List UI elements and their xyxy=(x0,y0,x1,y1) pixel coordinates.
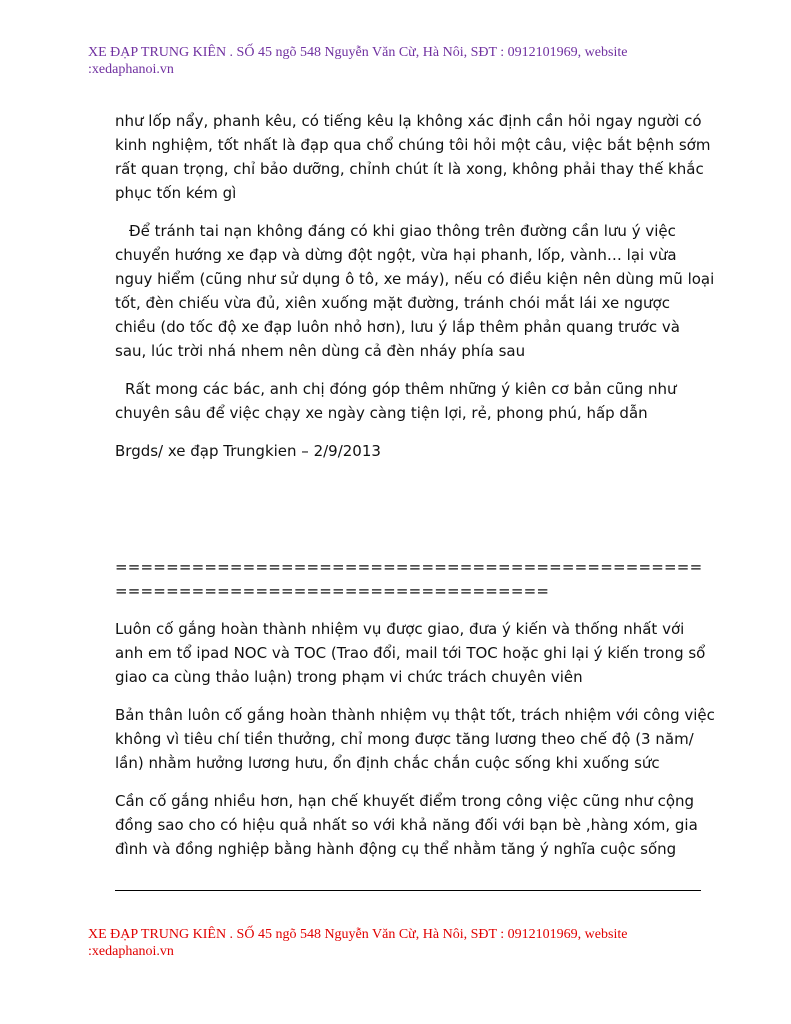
document-body xyxy=(115,109,715,875)
footer-rule xyxy=(115,890,701,891)
paragraph-2: Để tránh tai nạn không đáng có khi giao thông trên đường cần lưu ý việc chuyển hướng xe đạp và dừng đột ngột, vừa hại phanh, lốp, vành… lại vừa nguy hiểm (cũng như sử dụng ô tô, xe máy), nếu có điều kiện nên dùng mũ loại tốt, đèn chiếu vừa đủ, xiên xuống mặt đường, tránh chói mắt lái xe ngược chiều (do tốc độ xe đạp luôn nhỏ hơn), lưu ý lắp thêm phản quang trước và sau, lúc trời nhá nhem nên dùng cả đèn nháy phía sau xyxy=(115,222,715,360)
header-line-2: :xedaphanoi.vn xyxy=(88,62,174,77)
page-footer xyxy=(88,926,708,960)
paragraph-1: như lốp nẩy, phanh kêu, có tiếng kêu lạ không xác định cần hỏi ngay người có kinh nghiệm, tốt nhất là đạp qua chổ chúng tôi hỏi một câu, việc bắt bệnh sớm rất quan trọng, chỉ bảo dưỡng, chỉnh chút ít là xong, không phải thay thế khắc phục tốn kém gì xyxy=(115,112,711,202)
footer-line-2: :xedaphanoi.vn xyxy=(88,944,174,959)
paragraph-5: Bản thân luôn cố gắng hoàn thành nhiệm vụ thật tốt, trách nhiệm với công việc không vì tiêu chí tiền thưởng, chỉ mong được tăng lương theo chế độ (3 năm/ lần) nhằm hưởng lương hưu, ổn định chắc chắn cuộc sống khi xuống sức xyxy=(115,706,715,772)
signature: Brgds/ xe đạp Trungkien – 2/9/2013 xyxy=(115,442,381,460)
footer-line-1: XE ĐẠP TRUNG KIÊN . SỐ 45 ngõ 548 Nguyễn Văn Cừ, Hà Nôi, SĐT : 0912101969, website xyxy=(88,927,628,942)
header-line-1: XE ĐẠP TRUNG KIÊN . SỐ 45 ngõ 548 Nguyễn Văn Cừ, Hà Nôi, SĐT : 0912101969, website xyxy=(88,45,628,60)
spacer xyxy=(115,477,715,555)
page-header xyxy=(88,44,688,78)
separator-line: ================================================================================ xyxy=(115,558,703,600)
paragraph-3: Rất mong các bác, anh chị đóng góp thêm những ý kiên cơ bản cũng như chuyên sâu để việc chạy xe ngày càng tiện lợi, rẻ, phong phú, hấp dẫn xyxy=(115,380,677,422)
paragraph-4: Luôn cố gắng hoàn thành nhiệm vụ được giao, đưa ý kiến và thống nhất với anh em tổ ipad NOC và TOC (Trao đổi, mail tới TOC hoặc ghi lại ý kiến trong sổ giao ca cùng thảo luận) trong phạm vi chức trách chuyên viên xyxy=(115,620,706,686)
paragraph-6: Cần cố gắng nhiều hơn, hạn chế khuyết điểm trong công việc cũng như cộng đồng sao cho có hiệu quả nhất so với khả năng đối với bạn bè ,hàng xóm, gia đình và đồng nghiệp bằng hành động cụ thể nhằm tăng ý nghĩa cuộc sống xyxy=(115,792,698,858)
